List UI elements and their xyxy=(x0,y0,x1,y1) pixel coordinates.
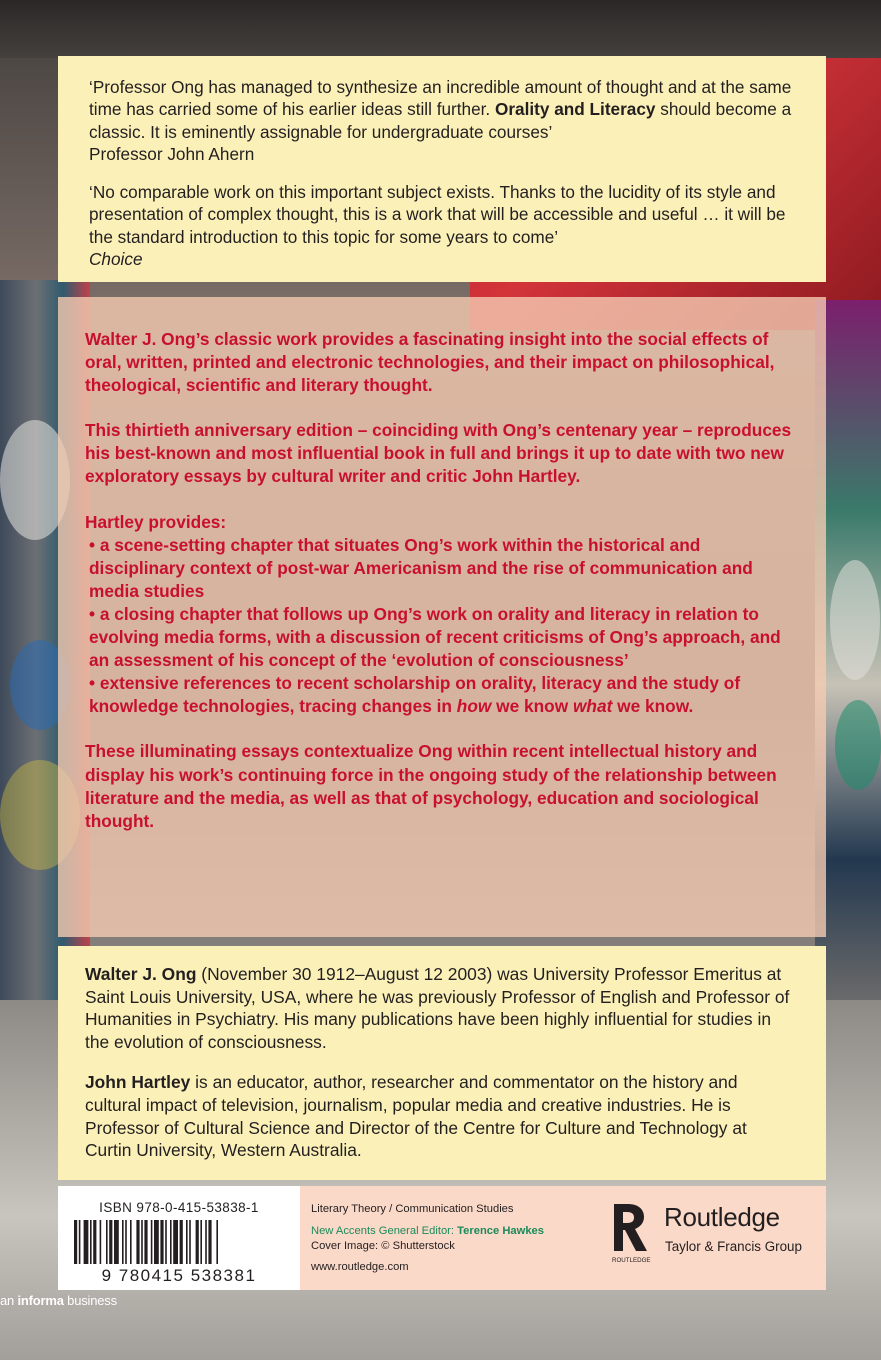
barcode-bar xyxy=(144,1220,147,1264)
quote-attribution: Choice xyxy=(89,249,143,270)
book-title: Orality and Literacy xyxy=(494,99,656,120)
overhead-beam xyxy=(0,0,881,58)
barcode-bar xyxy=(125,1220,127,1264)
barcode-panel xyxy=(58,1186,300,1290)
routledge-logo-icon xyxy=(610,1202,652,1264)
description-paragraph: Walter J. Ong’s classic work provides a fascinating insight into the social effects of oral, written, printed and electronic technologies, and their impact on philosophical, theological, scientific and literary thought. xyxy=(85,329,775,396)
bullet-item: • a scene-setting chapter that situates Ong’s work within the historical and disciplinary context of post-war Americanism and the rise of communication and media studies xyxy=(89,534,753,601)
editor-label: New Accents General Editor: xyxy=(311,1225,458,1237)
informa-prefix: an xyxy=(0,1293,18,1308)
isbn-label: ISBN 978-0-415-53838-1 xyxy=(99,1200,259,1215)
author-bio-ong xyxy=(85,963,796,1053)
barcode-bar xyxy=(173,1220,178,1264)
barcode-bar xyxy=(130,1220,132,1264)
author-name: John Hartley xyxy=(85,1072,191,1093)
editor-name: Terence Hawkes xyxy=(457,1225,544,1237)
review-quotes-box xyxy=(58,56,826,282)
author-name: Walter J. Ong xyxy=(85,964,197,984)
author-bio-hartley xyxy=(85,1071,796,1161)
hartley-intro: Hartley provides: xyxy=(85,511,227,532)
bullet-item: • a closing chapter that follows up Ong’s work on orality and literacy in relation to evolving media forms, with a discussion of recent criticisms of Ong’s approach, and an assessment of his concept of the ‘evolution of consciousness’ xyxy=(89,603,781,671)
barcode-bar xyxy=(93,1220,96,1264)
cover-image-credit: Cover Image: © Shutterstock xyxy=(311,1240,455,1252)
barcode-bar xyxy=(200,1220,202,1264)
quote-attribution: Professor John Ahern xyxy=(89,143,255,164)
barcode-bar xyxy=(106,1220,108,1264)
graffiti-tag xyxy=(835,700,881,790)
barcode-bar xyxy=(90,1220,92,1264)
barcode-bar xyxy=(170,1220,172,1264)
bullet-item xyxy=(85,672,796,718)
quote-text: should become a classic. It is eminently assignable for undergraduate courses’ xyxy=(89,99,792,142)
barcode-bar xyxy=(216,1220,218,1264)
emphasis-how: how xyxy=(456,696,492,717)
barcode-bar xyxy=(141,1220,143,1264)
subject-category: Literary Theory / Communication Studies xyxy=(311,1203,514,1215)
review-quote-2 xyxy=(89,181,796,270)
bullet-text: we know xyxy=(491,696,573,717)
publisher-strip xyxy=(58,1186,826,1290)
graffiti-tag xyxy=(830,560,880,680)
barcode-bar xyxy=(189,1220,191,1264)
book-description-panel xyxy=(58,297,826,937)
barcode-bar xyxy=(84,1220,89,1264)
description-paragraph: This thirtieth anniversary edition – coinciding with Ong’s centenary year – reproduces his best-known and most influential book in full and brings it up to date with two new exploratory essays by cultural writer and critic John Hartley. xyxy=(85,420,792,487)
publisher-name: Routledge xyxy=(664,1202,780,1232)
barcode-bar xyxy=(196,1220,199,1264)
barcode-bar xyxy=(79,1220,81,1264)
publisher-group: Taylor & Francis Group xyxy=(665,1239,802,1254)
logo-wordmark: ROUTLEDGE xyxy=(612,1257,651,1264)
barcode-bar xyxy=(100,1220,102,1264)
barcode-bar xyxy=(109,1220,112,1264)
barcode-bar xyxy=(114,1220,119,1264)
description-paragraph: These illuminating essays contextualize Ong within recent intellectual history and display his work’s continuing force in the ongoing study of the relationship between literature and the media, as well as that of psychology, education and sociological thought. xyxy=(85,741,777,831)
author-bios-box xyxy=(58,946,826,1180)
barcode-bar xyxy=(208,1220,211,1264)
barcode-bar xyxy=(74,1220,77,1264)
review-quote-1 xyxy=(89,76,796,165)
barcode xyxy=(72,1220,286,1266)
series-editor xyxy=(311,1225,544,1237)
publisher-website-link[interactable]: www.routledge.com xyxy=(311,1261,409,1273)
informa-suffix: business xyxy=(63,1293,117,1308)
author-bio-text: is an educator, author, researcher and commentator on the history and cultural impact of television, journalism, popular media and creative industries. He is Professor of Cultural Science and Director of the Centre for Culture and Technology at Curtin University, Western Australia. xyxy=(85,1072,747,1161)
emphasis-what: what xyxy=(572,696,613,717)
barcode-bar xyxy=(122,1220,124,1264)
barcode-bar xyxy=(165,1220,167,1264)
bullet-text: we know. xyxy=(612,696,694,717)
author-bio-text: (November 30 1912–August 12 2003) was University Professor Emeritus at Saint Louis University, USA, where he was previously Professor of English and Professor of Humanities in Psychiatry. His many publications have been highly influential for studies in the evolution of consciousness. xyxy=(85,964,790,1052)
bullet-text: • extensive references to recent scholarship on orality, literacy and the study of knowledge technologies, tracing changes in xyxy=(89,673,741,717)
barcode-bar xyxy=(180,1220,183,1264)
informa-tagline xyxy=(0,1293,117,1308)
barcode-bar xyxy=(160,1220,163,1264)
quote-text: ‘Professor Ong has managed to synthesize an incredible amount of thought and at the same time has carried some of his earlier ideas still further. xyxy=(89,77,792,120)
barcode-bar xyxy=(136,1220,139,1264)
barcode-bar xyxy=(151,1220,153,1264)
barcode-bar xyxy=(186,1220,188,1264)
informa-brand: informa xyxy=(17,1293,64,1308)
barcode-bar xyxy=(154,1220,159,1264)
barcode-bar xyxy=(205,1220,207,1264)
quote-text: ‘No comparable work on this important subject exists. Thanks to the lucidity of its style and presentation of complex thought, this is a work that will be accessible and useful … it will be the standard introduction to this topic for some years to come’ xyxy=(89,182,786,247)
barcode-digits: 9 780415 538381 xyxy=(101,1266,257,1285)
